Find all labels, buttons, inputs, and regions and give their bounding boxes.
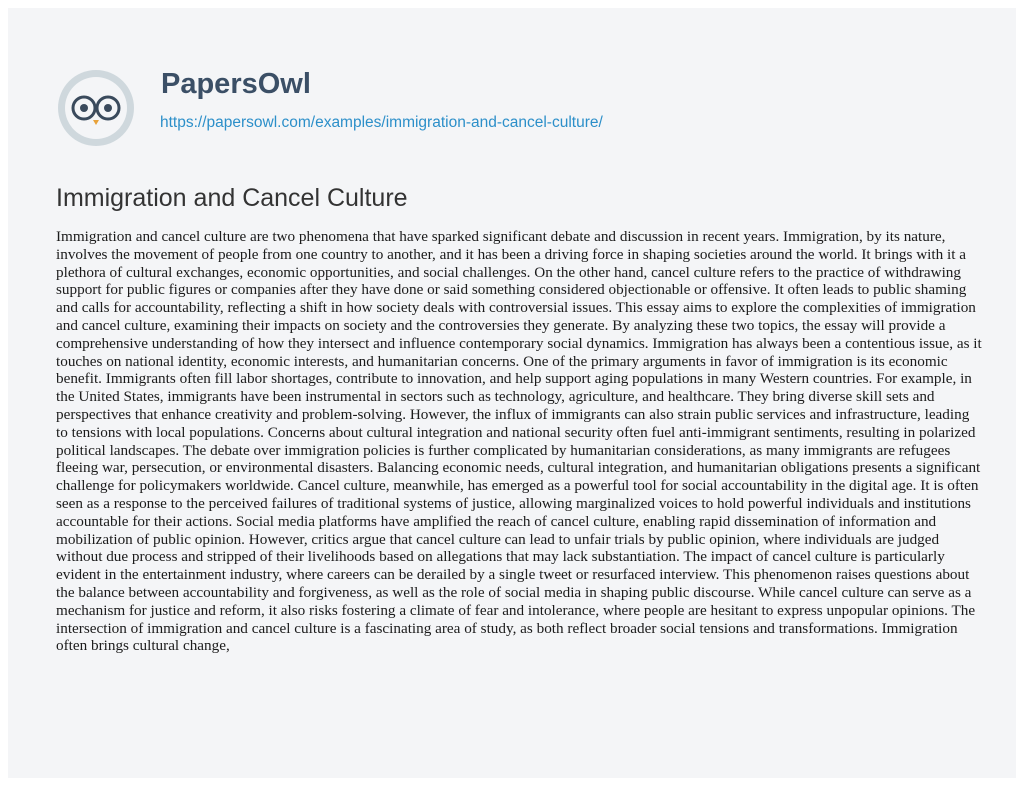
owl-logo-icon xyxy=(56,68,136,148)
header xyxy=(8,8,1016,173)
article-body: Immigration and cancel culture are two phenomena that have sparked significant debate and discussion in recent years. Immigration, by its nature, involves the movement of people from one country to another, and it has been a driving force in shaping societies around the world. It brings with it a plethora of cultural exchanges, economic opportunities, and social challenges. On the other hand, cancel culture refers to the practice of withdrawing support for public figures or companies after they have done or said something considered objectionable or offensive. It often leads to public shaming and calls for accountability, reflecting a shift in how society deals with controversial issues. This essay aims to explore the complexities of immigration and cancel culture, examining their impacts on society and the controversies they generate. By analyzing these two topics, the essay will provide a comprehensive understanding of how they intersect and influence contemporary social dynamics. Immigration has always been a contentious issue, as it touches on national identity, economic interests, and humanitarian concerns. One of the primary arguments in favor of immigration is its economic benefit. Immigrants often fill labor shortages, contribute to innovation, and help support aging populations in many Western countries. For example, in the United States, immigrants have been instrumental in sectors such as technology, agriculture, and healthcare. They bring diverse skill sets and perspectives that enhance creativity and problem-solving. However, the influx of immigrants can also strain public services and infrastructure, leading to tensions with local populations. Concerns about cultural integration and national security often fuel anti-immigrant sentiments, resulting in polarized political landscapes. The debate over immigration policies is further complicated by humanitarian considerations, as many immigrants are refugees fleeing war, persecution, or environmental disasters. Balancing economic needs, cultural integration, and humanitarian obligations presents a significant challenge for policymakers worldwide. Cancel culture, meanwhile, has emerged as a powerful tool for social accountability in the digital age. It is often seen as a response to the perceived failures of traditional systems of justice, allowing marginalized voices to hold powerful individuals and institutions accountable for their actions. Social media platforms have amplified the reach of cancel culture, enabling rapid dissemination of information and mobilization of public opinion. However, critics argue that cancel culture can lead to unfair trials by public opinion, where individuals are judged without due process and stripped of their livelihoods based on allegations that may lack substantiation. The impact of cancel culture is particularly evident in the entertainment industry, where careers can be derailed by a single tweet or resurfaced interview. This phenomenon raises questions about the balance between accountability and forgiveness, as well as the role of social media in shaping public discourse. While cancel culture can serve as a mechanism for justice and reform, it also risks fostering a climate of fear and intolerance, where people are hesitant to express unpopular opinions. The intersection of immigration and cancel culture is a fascinating area of study, as both reflect broader social tensions and transformations. Immigration often brings cultural change, xyxy=(56,228,982,655)
page xyxy=(8,8,1016,778)
source-url-link[interactable]: https://papersowl.com/examples/immigration-and-cancel-culture/ xyxy=(160,114,603,131)
page-title: Immigration and Cancel Culture xyxy=(56,184,408,212)
brand-name: PapersOwl xyxy=(161,68,311,100)
